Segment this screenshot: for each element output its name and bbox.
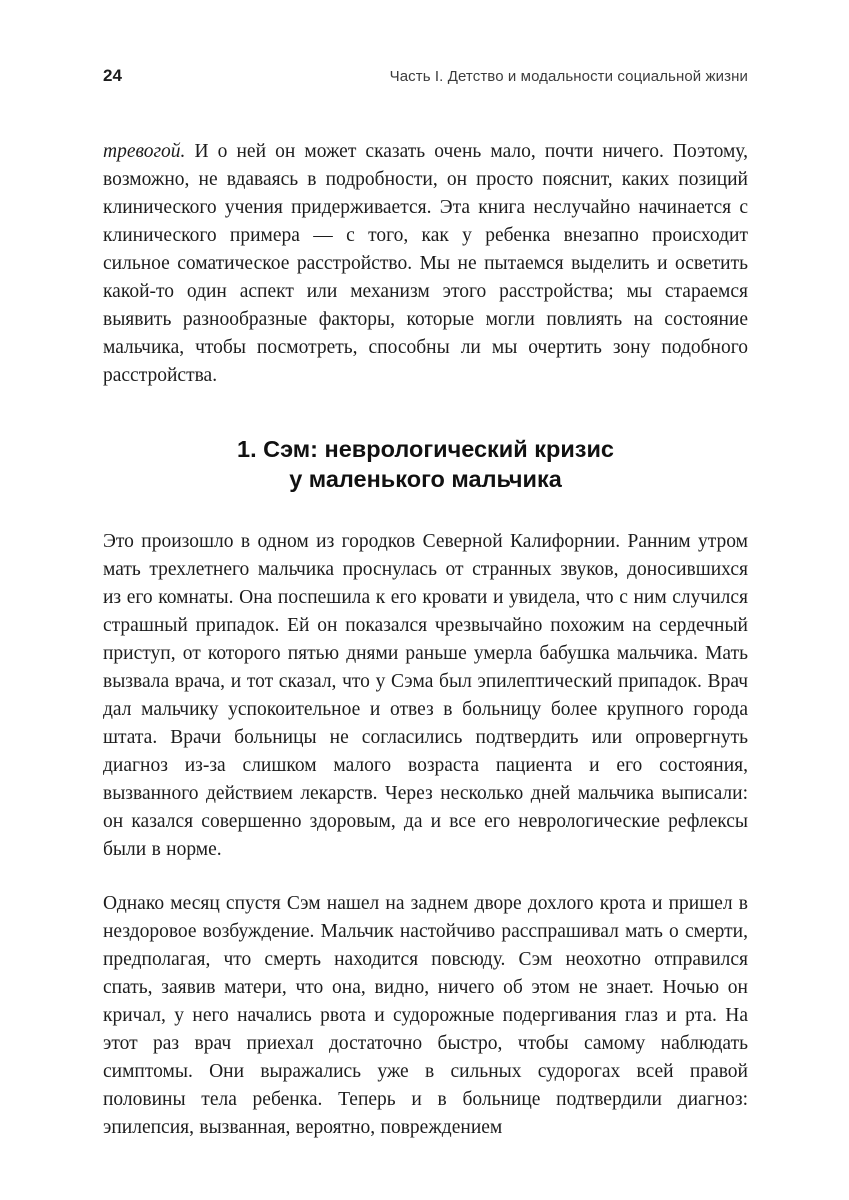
paragraph-continuation bbox=[103, 138, 748, 390]
section-heading-line2: у маленького мальчика bbox=[289, 466, 562, 492]
section-heading bbox=[103, 434, 748, 494]
paragraph-text: И о ней он может сказать очень мало, почти ничего. Поэтому, возможно, не вдаваясь в подробности, он просто пояснит, каких позиций клинического учения придерживается. Эта книга неслучайно начинается с клинического примера — с того, как у ребенка внезапно происходит сильное соматическое расстройство. Мы не пытаемся выделить и осветить какой-то один аспект или механизм этого расстройства; мы стараемся выявить разнообразные факторы, которые могли повлиять на состояние мальчика, чтобы посмотреть, способны ли мы очертить зону подобного расстройства. bbox=[103, 141, 748, 386]
italic-lead-word: тревогой. bbox=[103, 141, 186, 162]
section-heading-line1: 1. Сэм: неврологический кризис bbox=[237, 436, 614, 462]
page-header bbox=[103, 66, 748, 86]
text-block bbox=[103, 138, 748, 1142]
running-head: Часть I. Детство и модальности социальной жизни bbox=[389, 68, 748, 85]
page-number: 24 bbox=[103, 66, 122, 85]
paragraph: Это произошло в одном из городков Северной Калифорнии. Ранним утром мать трехлетнего мальчика проснулась от странных звуков, доносившихся из его комнаты. Она поспешила к его кровати и увидела, что с ним случился страшный припадок. Ей он показался чрезвычайно похожим на сердечный приступ, от которого пятью днями раньше умерла бабушка мальчика. Мать вызвала врача, и тот сказал, что у Сэма был эпилептический припадок. Врач дал мальчику успокоительное и отвез в больницу более крупного города штата. Врачи больницы не согласились подтвердить или опровергнуть диагноз из-за слишком малого возраста пациента и его состояния, вызванного действием лекарств. Через несколько дней мальчика выписали: он казался совершенно здоровым, да и все его неврологические рефлексы были в норме. bbox=[103, 531, 748, 860]
paragraph: Однако месяц спустя Сэм нашел на заднем дворе дохлого крота и пришел в нездоровое возбуждение. Мальчик настойчиво расспрашивал мать о смерти, предполагая, что смерть находится повсюду. Сэм неохотно отправился спать, заявив матери, что она, видно, ничего об этом не знает. Ночью он кричал, у него начались рвота и судорожные подергивания глаз и рта. На этот раз врач приехал достаточно быстро, чтобы самому наблюдать симптомы. Они выражались уже в сильных судорогах всей правой половины тела ребенка. Теперь и в больнице подтвердили диагноз: эпилепсия, вызванная, вероятно, повреждением bbox=[103, 893, 748, 1138]
